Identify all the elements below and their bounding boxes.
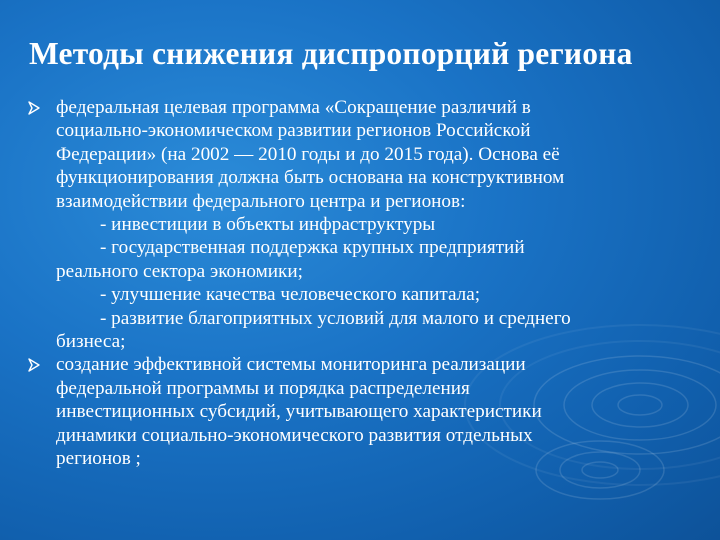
bullet-line: взаимодействии федерального центра и регионов: [56,190,466,212]
bullet-line: федеральная целевая программа «Сокращение различий в [56,97,531,118]
bullet-line: - улучшение качества человеческого капитала; [100,284,481,306]
bullet-line: создание эффективной системы мониторинга реализации [56,354,526,376]
bullet-line: реального сектора экономики; [56,260,303,282]
bullet-item [27,96,699,353]
bullet-line: функционирования должна быть основана на конструктивном [56,167,565,189]
bullet-line: федеральной программы и порядка распределения [56,377,470,399]
bullet-line: динамики социально-экономического развития отдельных [56,424,533,446]
slide-title: Методы снижения диспропорций региона [29,36,633,71]
bullet-line: Федерации» (на 2002 — 2010 годы и до 2015 года). Основа её [56,143,560,165]
bullet-line: инвестиционных субсидий, учитывающего характеристики [56,401,542,423]
arrow-bullet-icon [27,101,41,115]
bullet-line: - государственная поддержка крупных предприятий [100,237,525,259]
bullet-text [56,353,699,470]
slide-content [27,96,699,471]
bullet-text [56,96,699,353]
bullet-item [27,353,699,470]
bullet-line: - инвестиции в объекты инфраструктуры [100,214,436,236]
bullet-line: социально-экономическом развитии регионов Российской [56,120,531,142]
bullet-line: регионов ; [56,448,141,470]
arrow-bullet-icon [27,358,41,372]
bullet-line: бизнеса; [56,331,126,353]
bullet-line: - развитие благоприятных условий для малого и среднего [100,307,571,329]
